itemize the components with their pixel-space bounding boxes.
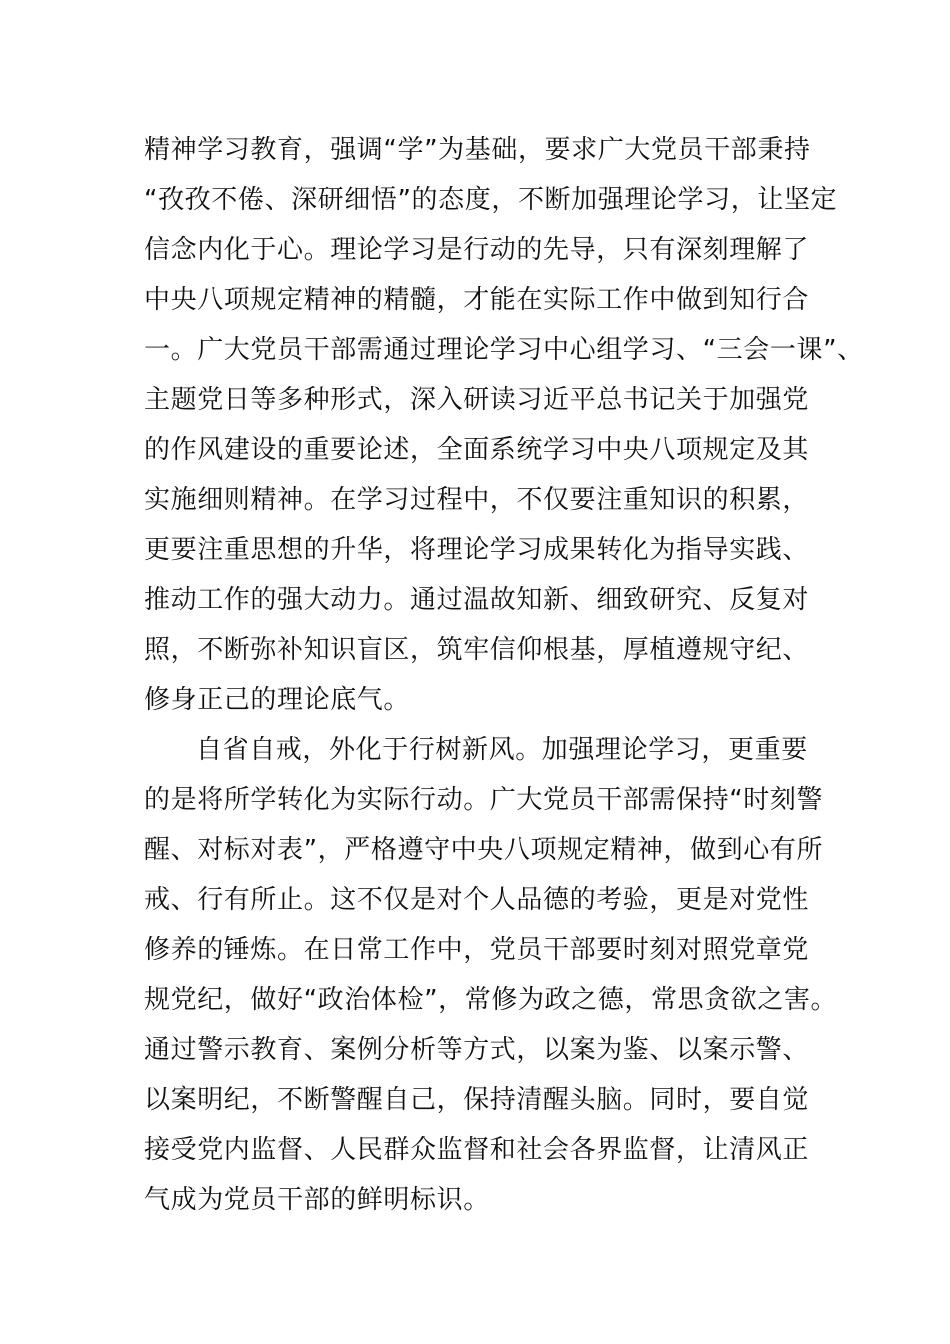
text-line: “孜孜不倦、深研细悟”的态度，不断加强理论学习，让坚定 xyxy=(144,185,838,215)
text-line: 修身正己的理论底气。 xyxy=(144,685,411,715)
text-line: 戒、行有所止。这不仅是对个人品德的考验，更是对党性 xyxy=(144,885,810,915)
text-line: 通过警示教育、案例分析等方式，以案为鉴、以案示警、 xyxy=(144,1035,810,1065)
text-line: 气成为党员干部的鲜明标识。 xyxy=(144,1185,490,1215)
text-line: 的是将所学转化为实际行动。广大党员干部需保持“时刻警 xyxy=(144,785,824,815)
text-line: 实施细则精神。在学习过程中，不仅要注重知识的积累， xyxy=(144,485,810,515)
text-line: 修养的锤炼。在日常工作中，党员干部要时刻对照党章党 xyxy=(144,935,810,965)
text-line: 更要注重思想的升华，将理论学习成果转化为指导实践、 xyxy=(144,535,810,565)
text-line: 以案明纪，不断警醒自己，保持清醒头脑。同时，要自觉 xyxy=(144,1085,810,1115)
text-line: 规党纪，做好“政治体检”，常修为政之德，常思贪欲之害。 xyxy=(144,985,838,1015)
text-line: 中央八项规定精神的精髓，才能在实际工作中做到知行合 xyxy=(144,285,810,315)
text-line: 的作风建设的重要论述，全面系统学习中央八项规定及其 xyxy=(144,435,810,465)
text-line: 精神学习教育，强调“学”为基础，要求广大党员干部秉持 xyxy=(144,135,811,165)
text-line: 接受党内监督、人民群众监督和社会各界监督，让清风正 xyxy=(144,1135,810,1165)
text-line: 一。广大党员干部需通过理论学习中心组学习、“三会一课”、 xyxy=(144,335,864,365)
text-line: 醒、对标对表”，严格遵守中央八项规定精神，做到心有所 xyxy=(144,835,824,865)
text-line: 信念内化于心。理论学习是行动的先导，只有深刻理解了 xyxy=(144,235,810,265)
text-line: 照，不断弥补知识盲区，筑牢信仰根基，厚植遵规守纪、 xyxy=(144,635,810,665)
text-line: 主题党日等多种形式，深入研读习近平总书记关于加强党 xyxy=(144,385,810,415)
paragraph-first-line: 自省自戒，外化于行树新风。加强理论学习，更重要 xyxy=(196,735,808,765)
text-line: 推动工作的强大动力。通过温故知新、细致研究、反复对 xyxy=(144,585,810,615)
